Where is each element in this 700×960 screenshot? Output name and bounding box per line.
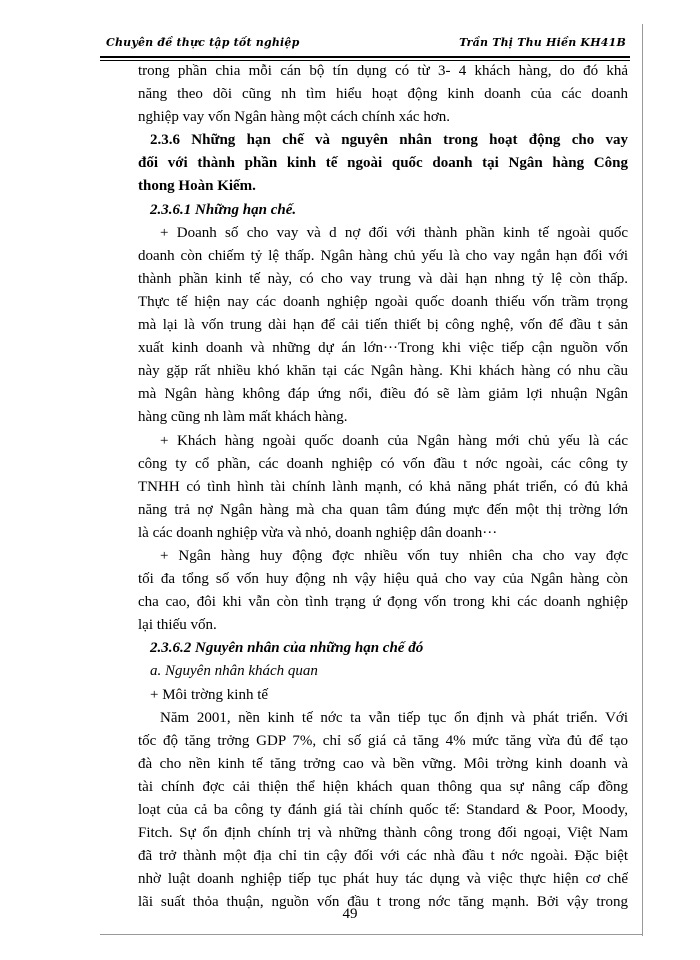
- text-line: + Doanh số cho vay và d nợ đối với thành phần kinh tế ngoài quốc: [160, 224, 628, 241]
- page-number: 49: [342, 906, 358, 922]
- text-line: lãi suất thỏa thuận, nguồn vốn đầu t trong nớc tăng mạnh. Bởi vậy trong: [138, 894, 628, 911]
- text-line: năng trả nợ Ngân hàng mà cha quan tâm đúng mực đến một thị trờng lớn: [138, 501, 628, 518]
- text-line: + Ngân hàng huy động đợc nhiều vốn tuy nhiên cha cho vay đợc: [160, 547, 628, 564]
- text-line: năng theo dõi cũng nh tìm hiểu hoạt động kinh doanh của các doanh: [138, 86, 628, 103]
- text-line: thong Hoàn Kiếm.: [138, 178, 256, 195]
- text-line: loạt của cả ba công ty đánh giá tài chính quốc tế: Standard & Poor, Moody,: [138, 802, 628, 818]
- text-line: cha cao, đôi khi vẫn còn tình trạng ứ đọng vốn trong khi các doanh nghiệp: [138, 594, 628, 611]
- text-line: mà lại là vốn trung dài hạn để cải tiến thiết bị công nghệ, vốn để đầu t sản: [138, 317, 628, 334]
- text-line: công ty cổ phần, các doanh nghiệp có vốn đầu t nớc ngoài, các công ty: [138, 455, 628, 472]
- text-line: a. Nguyên nhân khách quan: [150, 663, 318, 680]
- text-line: nghiệp vay vốn Ngân hàng một cách chính xác hơn.: [138, 109, 451, 126]
- text-line: này gặp rất nhiều khó khăn tại các Ngân hàng. Khi khách hàng có nhu cầu: [138, 363, 628, 380]
- text-line: Thực tế hiện nay các doanh nghiệp ngoài quốc doanh thiếu vốn trầm trọng: [138, 293, 628, 310]
- header-left-title: Chuyên đề thực tập tốt nghiệp: [106, 36, 300, 49]
- text-line: hàng cũng nh làm mất khách hàng.: [138, 409, 348, 426]
- header-rule-thick: [100, 56, 630, 58]
- text-line: TNHH có tình hình tài chính lành mạnh, có khả năng phát triển, có đủ khả: [138, 478, 628, 495]
- text-line: + Khách hàng ngoài quốc doanh của Ngân hàng mới chủ yếu là các: [160, 432, 628, 449]
- text-line: Năm 2001, nền kinh tế nớc ta vẫn tiếp tục ổn định và phát triển. Với: [160, 709, 628, 726]
- page-frame-bottom: [100, 934, 643, 935]
- text-line: 2.3.6 Những hạn chế và nguyên nhân trong hoạt động cho vay: [150, 132, 628, 149]
- text-line: Fitch. Sự ổn định chính trị và những thành công trong đối ngoại, Việt Nam: [138, 825, 628, 842]
- text-line: doanh còn chiếm tỷ lệ thấp. Ngân hàng chủ yếu là cho vay ngắn hạn đối với: [138, 247, 628, 264]
- text-line: mà Ngân hàng không đáp ứng nổi, điều đó sẽ làm giảm lợi nhuận Ngân: [138, 386, 628, 403]
- text-line: 2.3.6.2 Nguyên nhân của những hạn chế đó: [150, 640, 424, 657]
- text-line: nhờ luật doanh nghiệp tiếp tục phát huy tác dụng và việc thực hiện cơ chế: [138, 871, 628, 888]
- text-line: + Môi trờng kinh tế: [150, 686, 269, 703]
- text-line: là các doanh nghiệp vừa và nhỏ, doanh nghiệp dân doanh···: [138, 524, 498, 541]
- text-line: tốc độ tăng trởng GDP 7%, chỉ số giá cả tăng 4% mức tăng vừa đủ để tạo: [138, 732, 628, 749]
- page-header: [100, 28, 630, 54]
- text-line: 2.3.6.1 Những hạn chế.: [150, 201, 297, 218]
- text-line: đà cho nền kinh tế tăng trởng cao và bền vững. Môi trờng kinh doanh và: [138, 755, 628, 772]
- text-line: thành phần kinh tế này, có cho vay trung và dài hạn nhng tỷ lệ còn thấp.: [138, 270, 628, 287]
- page-frame-right: [642, 24, 643, 936]
- text-line: tối đa tổng số vốn huy động nh vậy hiệu quả cho vay của Ngân hàng còn: [138, 571, 628, 588]
- text-line: xuất kinh doanh và những dự án lớn···Trong khi việc tiếp cận nguồn vốn: [138, 340, 628, 357]
- text-line: trong phần chia mỗi cán bộ tín dụng có từ 3- 4 khách hàng, do đó khả: [138, 63, 628, 79]
- header-right-author: Trần Thị Thu Hiền KH41B: [459, 36, 626, 49]
- text-line: đã trở thành một địa chỉ tin cậy đối với các nhà đầu t nớc ngoài. Đặc biệt: [138, 848, 628, 865]
- text-line: tài chính đợc cải thiện thể hiện khách quan thông qua sự nâng cấp đồng: [138, 778, 628, 795]
- text-line: đối với thành phần kinh tế ngoài quốc doanh tại Ngân hàng Công: [138, 155, 628, 172]
- text-line: lại thiếu vốn.: [138, 617, 217, 634]
- body-text: [138, 60, 628, 914]
